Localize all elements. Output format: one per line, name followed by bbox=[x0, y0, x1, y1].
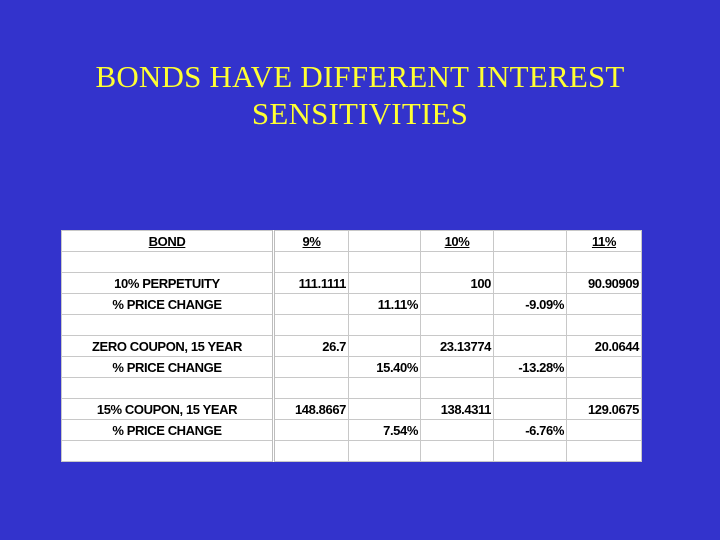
empty-cell bbox=[567, 441, 642, 462]
change-label: % PRICE CHANGE bbox=[62, 420, 274, 441]
price-at-10: 23.13774 bbox=[421, 336, 494, 357]
empty-cell bbox=[494, 336, 567, 357]
empty-cell bbox=[349, 441, 421, 462]
empty-cell bbox=[349, 315, 421, 336]
table-row-change bbox=[62, 420, 642, 441]
price-at-9: 148.8667 bbox=[274, 399, 349, 420]
empty-cell bbox=[349, 399, 421, 420]
header-rate-11: 11% bbox=[567, 231, 642, 252]
empty-cell bbox=[567, 378, 642, 399]
empty-cell bbox=[274, 252, 349, 273]
bond-sensitivity-table bbox=[61, 230, 642, 462]
change-10-to-11: -13.28% bbox=[494, 357, 567, 378]
price-at-9: 111.1111 bbox=[274, 273, 349, 294]
empty-cell bbox=[274, 441, 349, 462]
table-row-price bbox=[62, 399, 642, 420]
empty-cell bbox=[494, 315, 567, 336]
empty-cell bbox=[567, 420, 642, 441]
header-rate-10: 10% bbox=[421, 231, 494, 252]
header-bond: BOND bbox=[62, 231, 274, 252]
empty-cell bbox=[421, 357, 494, 378]
bond-label: ZERO COUPON, 15 YEAR bbox=[62, 336, 274, 357]
change-9-to-10: 11.11% bbox=[349, 294, 421, 315]
table-row-change bbox=[62, 294, 642, 315]
header-rate-9: 9% bbox=[274, 231, 349, 252]
change-10-to-11: -9.09% bbox=[494, 294, 567, 315]
empty-cell bbox=[349, 231, 421, 252]
table-row-blank bbox=[62, 315, 642, 336]
bond-label: 10% PERPETUITY bbox=[62, 273, 274, 294]
table-header-row bbox=[62, 231, 642, 252]
empty-cell bbox=[421, 252, 494, 273]
empty-cell bbox=[567, 357, 642, 378]
empty-cell bbox=[421, 315, 494, 336]
empty-cell bbox=[62, 315, 274, 336]
empty-cell bbox=[421, 294, 494, 315]
empty-cell bbox=[421, 441, 494, 462]
empty-cell bbox=[567, 294, 642, 315]
change-9-to-10: 7.54% bbox=[349, 420, 421, 441]
table-row-change bbox=[62, 357, 642, 378]
price-at-11: 90.90909 bbox=[567, 273, 642, 294]
empty-cell bbox=[349, 378, 421, 399]
empty-cell bbox=[494, 252, 567, 273]
price-at-10: 138.4311 bbox=[421, 399, 494, 420]
empty-cell bbox=[274, 294, 349, 315]
table-row-blank bbox=[62, 441, 642, 462]
change-label: % PRICE CHANGE bbox=[62, 294, 274, 315]
empty-cell bbox=[274, 420, 349, 441]
price-at-11: 129.0675 bbox=[567, 399, 642, 420]
empty-cell bbox=[494, 399, 567, 420]
empty-cell bbox=[62, 378, 274, 399]
empty-cell bbox=[349, 252, 421, 273]
empty-cell bbox=[494, 441, 567, 462]
table-row-blank bbox=[62, 378, 642, 399]
change-9-to-10: 15.40% bbox=[349, 357, 421, 378]
empty-cell bbox=[567, 252, 642, 273]
empty-cell bbox=[349, 273, 421, 294]
empty-cell bbox=[494, 273, 567, 294]
empty-cell bbox=[421, 420, 494, 441]
empty-cell bbox=[62, 252, 274, 273]
empty-cell bbox=[274, 357, 349, 378]
bond-label: 15% COUPON, 15 YEAR bbox=[62, 399, 274, 420]
empty-cell bbox=[62, 441, 274, 462]
slide-title-line-2: SENSITIVITIES bbox=[251, 96, 469, 131]
table-row-price bbox=[62, 336, 642, 357]
price-at-11: 20.0644 bbox=[567, 336, 642, 357]
table-row-price bbox=[62, 273, 642, 294]
empty-cell bbox=[494, 231, 567, 252]
slide-title-line-1: BONDS HAVE DIFFERENT INTEREST bbox=[95, 59, 625, 94]
empty-cell bbox=[567, 315, 642, 336]
empty-cell bbox=[274, 315, 349, 336]
slide-title bbox=[40, 58, 680, 132]
empty-cell bbox=[349, 336, 421, 357]
price-at-9: 26.7 bbox=[274, 336, 349, 357]
empty-cell bbox=[421, 378, 494, 399]
table-row-blank bbox=[62, 252, 642, 273]
empty-cell bbox=[274, 378, 349, 399]
price-at-10: 100 bbox=[421, 273, 494, 294]
change-label: % PRICE CHANGE bbox=[62, 357, 274, 378]
empty-cell bbox=[494, 378, 567, 399]
change-10-to-11: -6.76% bbox=[494, 420, 567, 441]
